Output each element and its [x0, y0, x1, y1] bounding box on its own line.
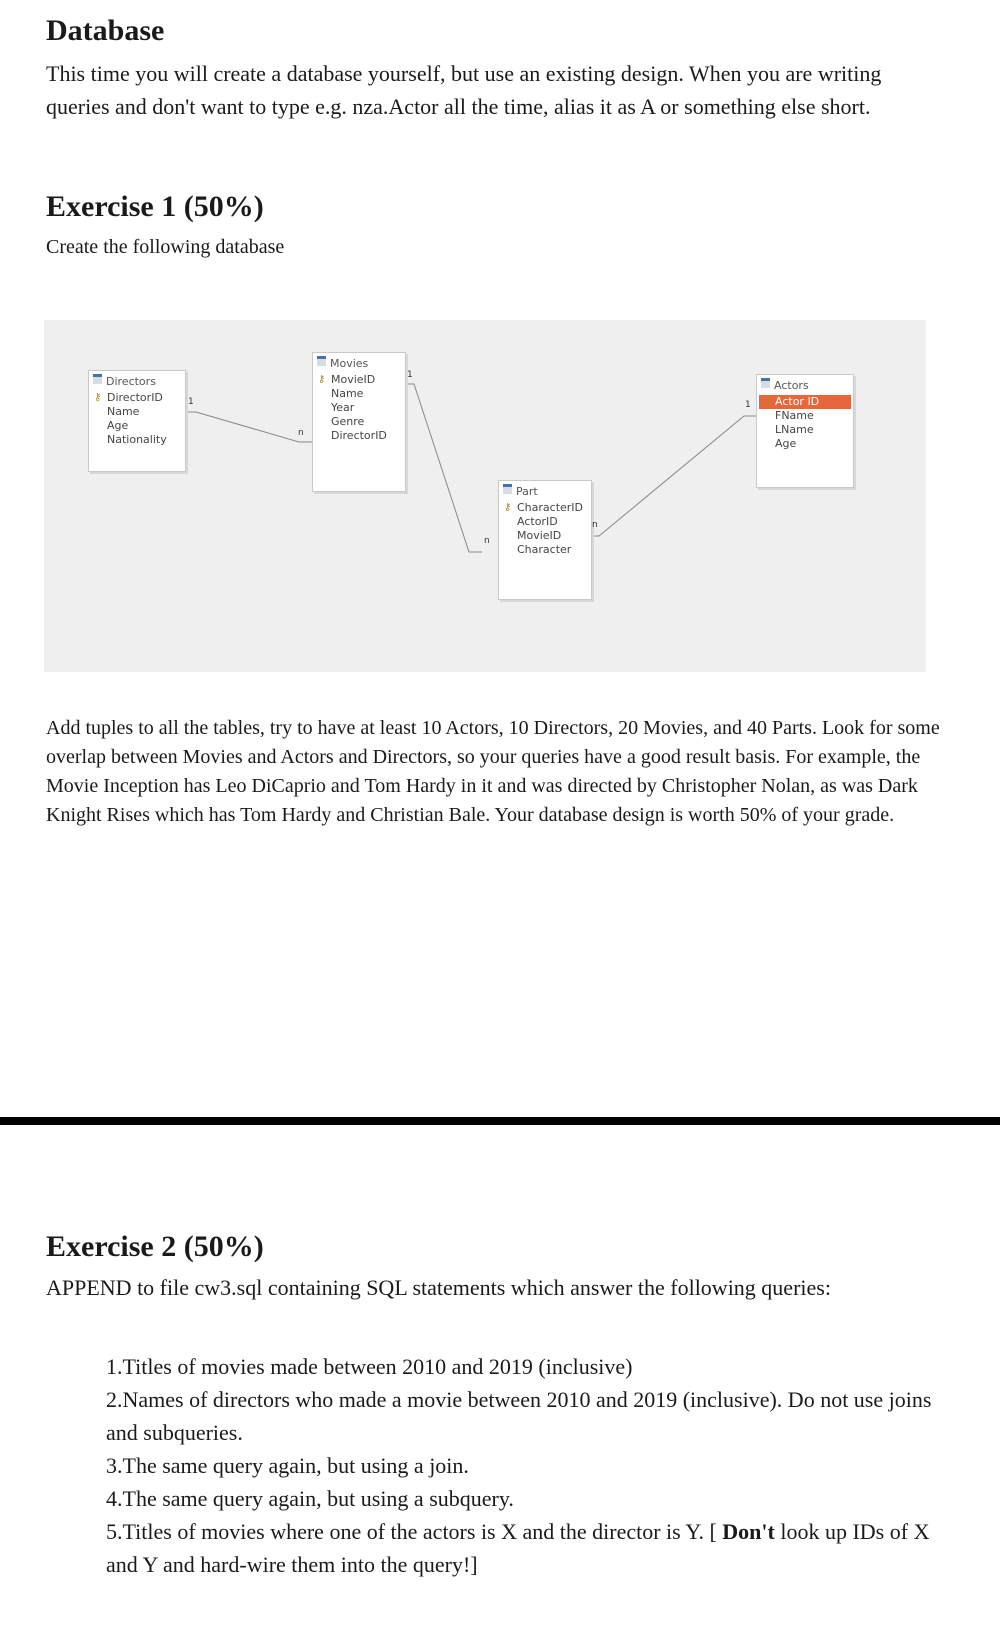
field: Name	[331, 387, 364, 400]
field: ⚷ CharacterID	[499, 501, 591, 515]
cardinality-one: 1	[745, 400, 751, 410]
page-title: Database	[46, 14, 165, 47]
table-icon	[93, 374, 102, 384]
query-list	[106, 1350, 936, 1581]
exercise1-details: Add tuples to all the tables, try to have at least 10 Actors, 10 Directors, 20 Movies, and 40 Parts. Look for some overlap between Movies and Actors and Directors, so your queries have a good result basis. For example, the Movie Inception has Leo DiCaprio and Tom Hardy in it and was directed by Christopher Nolan, as was Dark Knight Rises which has Tom Hardy and Christian Bale. Your database design is worth 50% of your grade.	[46, 717, 940, 826]
intro-paragraph: This time you will create a database yourself, but use an existing design. When you are writing queries and don't want to type e.g. nza.Actor all the time, alias it as A or something else short.	[46, 61, 882, 119]
table-movies	[312, 352, 406, 492]
table-icon	[761, 378, 770, 388]
section-divider	[0, 1117, 1000, 1125]
cardinality-one: 1	[407, 370, 413, 380]
query5-emphasis: Don't	[722, 1519, 775, 1544]
field: Character	[517, 543, 572, 556]
list-item: 3.The same query again, but using a join.	[106, 1453, 469, 1478]
field: LName	[775, 423, 814, 436]
field: Nationality	[107, 433, 167, 446]
cardinality-many: n	[484, 536, 490, 546]
er-diagram	[44, 320, 926, 672]
table-actors	[756, 374, 854, 488]
exercise1-heading: Exercise 1 (50%)	[46, 190, 264, 223]
field: Name	[107, 405, 140, 418]
query5-text: 5.Titles of movies where one of the actors is X and the director is Y. [	[106, 1519, 723, 1544]
cardinality-many: n	[298, 428, 304, 438]
table-movies-title: Movies	[313, 353, 405, 373]
cardinality-many: n	[592, 520, 598, 530]
list-item: 2.Names of directors who made a movie between 2010 and 2019 (inclusive). Do not use joins and subqueries.	[106, 1387, 932, 1445]
query5-text: look up IDs of X and Y and hard-wire them into the query!]	[106, 1519, 930, 1577]
list-item: 1.Titles of movies made between 2010 and 2019 (inclusive)	[106, 1354, 633, 1379]
field: Age	[107, 419, 129, 432]
list-item: 4.The same query again, but using a subquery.	[106, 1486, 514, 1511]
rel-movies-part	[404, 384, 482, 552]
table-icon	[503, 484, 512, 494]
table-directors-title: Directors	[89, 371, 185, 391]
field: DirectorID	[331, 429, 387, 442]
cardinality-one: 1	[188, 397, 194, 407]
field: FName	[775, 409, 814, 422]
rel-part-actors	[584, 416, 756, 536]
field: ⚷ MovieID	[313, 373, 405, 387]
exercise2-instruction: APPEND to file cw3.sql containing SQL statements which answer the following queries:	[46, 1275, 831, 1300]
field: MovieID	[517, 529, 562, 542]
table-part-title: Part	[499, 481, 591, 501]
rel-directors-movies	[184, 412, 314, 442]
field: Genre	[331, 415, 365, 428]
list-item	[106, 1515, 936, 1581]
field: ActorID	[517, 515, 558, 528]
field: ⚷ DirectorID	[89, 391, 185, 405]
table-directors	[88, 370, 186, 472]
field-highlighted: ⚷ Actor ID	[759, 395, 851, 409]
field: Age	[775, 437, 797, 450]
exercise1-instruction: Create the following database	[46, 236, 285, 258]
table-part	[498, 480, 592, 600]
field: Year	[331, 401, 355, 414]
exercise2-heading: Exercise 2 (50%)	[46, 1230, 264, 1263]
table-actors-title: Actors	[757, 375, 853, 395]
table-icon	[317, 356, 326, 366]
